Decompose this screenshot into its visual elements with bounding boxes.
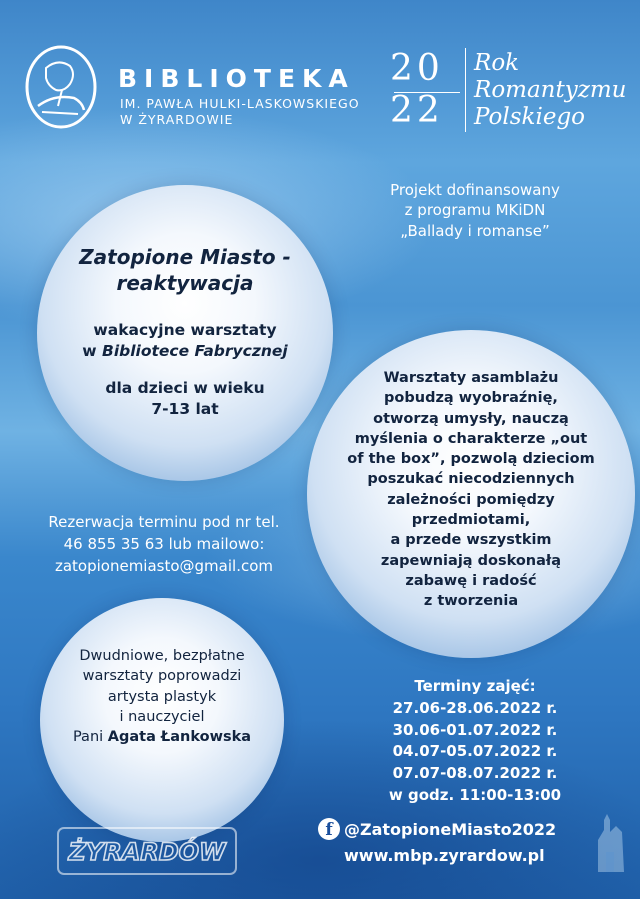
description-line: otworzą umysły, nauczą [373, 410, 569, 427]
event-subtitle-line-1: wakacyjne warsztaty [93, 321, 277, 339]
instructor-line-3: artysta plastyk [107, 688, 217, 705]
description-line: przedmiotami, [411, 512, 531, 529]
instructor-name: Agata Łankowska [107, 729, 252, 746]
description-line: zależności pomiędzy [387, 491, 555, 508]
reservation-phone: 46 855 35 63 lub mailowo: [63, 534, 265, 553]
schedule-heading: Terminy zajęć: [414, 677, 536, 695]
instructor-title: Pani [72, 729, 108, 746]
schedule-date: 07.07-08.07.2022 r. [392, 764, 558, 782]
project-funding-note [340, 180, 610, 241]
description-line: pobudzą wyobraźnię, [384, 390, 558, 407]
description-line: zabawę i radość [405, 572, 537, 589]
library-name: BIBLIOTEKA [118, 64, 355, 93]
schedule-hours: w godz. 11:00-13:00 [388, 785, 562, 804]
rok-line-3: Polskiego [474, 103, 586, 130]
description-line: Warsztaty asamblażu [383, 370, 559, 386]
reservation-email[interactable]: zatopionemiasto@gmail.com [54, 556, 274, 575]
instructor-line-2: warsztaty poprowadzi [82, 668, 242, 685]
library-city: W ŻYRARDOWIE [120, 111, 234, 127]
schedule-date: 04.07-05.07.2022 r. [392, 742, 558, 761]
description-line: of the box”, pozwolą dzieciom [347, 451, 595, 468]
project-line-2: z programu MKiDN [404, 201, 546, 220]
project-line-3: „Ballady i romanse” [400, 221, 550, 240]
event-title [60, 244, 310, 296]
year-top: 20 [390, 48, 444, 89]
schedule-dates [350, 698, 600, 785]
event-age-range [60, 378, 310, 420]
church-icon [592, 812, 630, 872]
reservation-info [14, 512, 314, 577]
event-subtitle-line-2 [60, 341, 310, 362]
event-subtitle-prefix: w [82, 341, 102, 360]
year-2022 [382, 48, 472, 138]
project-line-1: Projekt dofinansowany [390, 181, 560, 199]
instructor-line-5 [48, 727, 276, 747]
workshop-description [325, 368, 617, 612]
instructor-info [48, 646, 276, 747]
romanticism-year-label [474, 50, 639, 131]
header-vertical-divider [465, 48, 466, 132]
facebook-icon: f [318, 818, 340, 840]
library-subtitle [120, 96, 390, 127]
facebook-link[interactable] [318, 818, 556, 840]
description-line: myślenia o charakterze „out [354, 430, 588, 447]
event-venue: Bibliotece Fabrycznej [102, 341, 288, 360]
event-title-line-2: reaktywacja [116, 271, 254, 295]
schedule [350, 676, 600, 807]
instructor-line-4: i nauczyciel [119, 708, 205, 725]
rok-line-2: Romantyzmu [474, 76, 627, 103]
zyrardow-city-logo [56, 826, 238, 876]
event-title-line-1: Zatopione Miasto - [79, 245, 291, 269]
reservation-line-1: Rezerwacja terminu pod nr tel. [48, 513, 280, 531]
city-logo-text: ŻYRARDÓW [68, 838, 226, 866]
schedule-date: 30.06-01.07.2022 r. [392, 720, 558, 739]
description-line: z tworzenia [423, 593, 519, 610]
schedule-date: 27.06-28.06.2022 r. [392, 698, 558, 717]
description-line: a przede wszystkim [390, 532, 552, 549]
library-patron: IM. PAWŁA HULKI-LASKOWSKIEGO [120, 96, 360, 111]
description-line: zapewniają doskonałą [380, 552, 562, 569]
description-line: poszukać niecodziennych [367, 471, 575, 488]
age-line-1: dla dzieci w wieku [105, 379, 265, 397]
event-subtitle [60, 320, 310, 362]
rok-line-1: Rok [474, 50, 520, 76]
facebook-handle[interactable]: @ZatopioneMiasto2022 [344, 819, 557, 839]
website-link[interactable]: www.mbp.zyrardow.pl [344, 846, 545, 865]
instructor-line-1: Dwudniowe, bezpłatne [79, 648, 245, 664]
age-line-2: 7-13 lat [151, 399, 219, 418]
year-bottom: 22 [390, 90, 444, 131]
library-logo-icon [18, 44, 104, 130]
